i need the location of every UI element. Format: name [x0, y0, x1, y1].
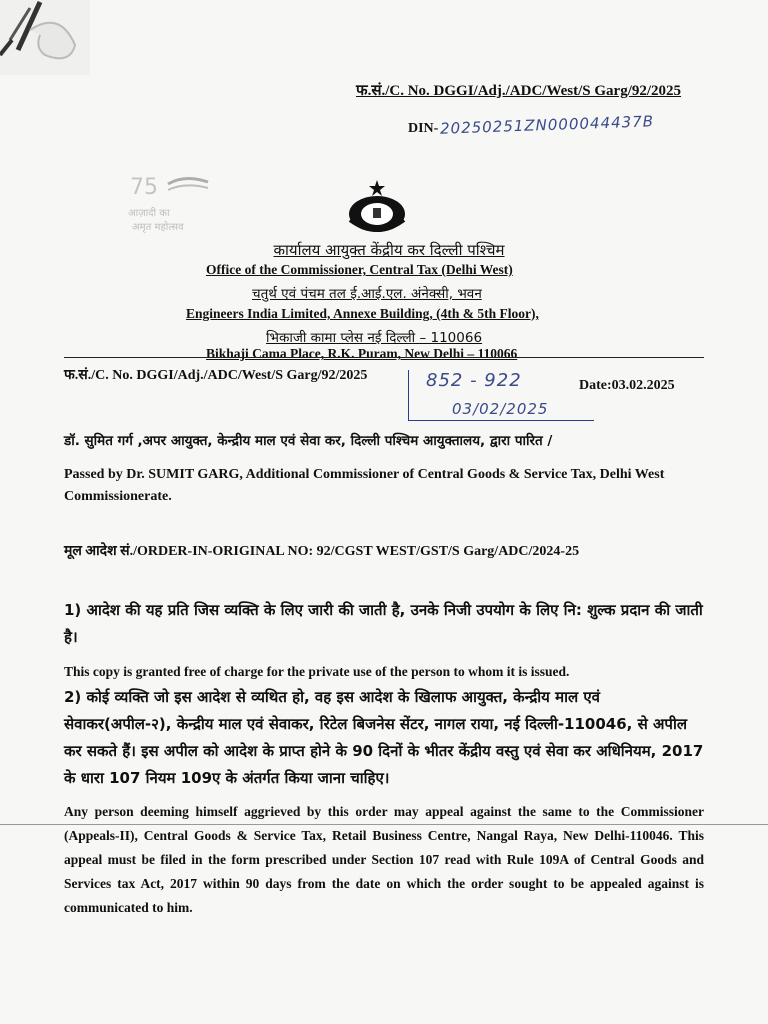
office-english-name: Office of the Commissioner, Central Tax (Delhi West) — [206, 262, 513, 277]
office-english-building: Engineers India Limited, Annexe Building, (4th & 5th Floor), — [186, 306, 539, 321]
header-divider — [64, 357, 704, 358]
din-label: DIN- — [408, 121, 439, 136]
handwritten-date: 03/02/2025 — [452, 400, 549, 418]
logo-line1: आज़ादी का — [128, 208, 170, 219]
office-hindi-name: कार्यालय आयुक्त केंद्रीय कर दिल्ली पश्चिम — [273, 241, 505, 259]
cbic-emblem-icon — [344, 178, 410, 236]
passed-by-english: Passed by Dr. SUMIT GARG, Additional Commissioner of Central Goods & Service Tax, Delhi West Commissionerate. — [64, 467, 665, 504]
paragraph-1-hindi: 1) आदेश की यह प्रति जिस व्यक्ति के लिए जारी की जाती है, उनके निजी उपयोग के लिए नि: शुल्क प्रदान की जाती है। — [64, 601, 703, 646]
office-hindi-address: भिकाजी कामा प्लेस नई दिल्ली – 110066 — [266, 330, 483, 346]
passed-by-hindi: डॉ. सुमित गर्ग ,अपर आयुक्त, केन्द्रीय माल एवं सेवा कर, दिल्ली पश्चिम आयुक्तालय, द्वारा पारित / — [64, 433, 553, 449]
azadi-ka-amrit-mahotsav-logo — [120, 170, 230, 233]
reference-line: फ.सं./C. No. DGGI/Adj./ADC/West/S Garg/92/2025 — [64, 368, 368, 383]
flag-swoosh-icon — [120, 170, 230, 200]
document-date: Date:03.02.2025 — [579, 378, 675, 393]
handwritten-number: 852 - 922 — [426, 370, 522, 391]
logo-line2: अमृत महोत्सव — [132, 222, 184, 233]
office-english-address: Bikhaji Cama Place, R.K. Puram, New Delhi – 110066 — [206, 346, 518, 361]
order-in-original-number: मूल आदेश सं./ORDER-IN-ORIGINAL NO: 92/CGST WEST/GST/S Garg/ADC/2024-25 — [64, 544, 580, 559]
paragraph-2-english: Any person deeming himself aggrieved by this order may appeal against the same to the Commissioner (Appeals-II), Central Goods & Service Tax, Retail Business Centre, Nangal Raya, New Delhi-110046. This appeal must be filed in the form prescribed under Section 107 read with Rule 109A of Central Goods and Services tax Act, 2017 within 90 days from the date on which the order sought to be appealed against is communicated to him. — [64, 804, 704, 915]
reference-number-top: फ.सं./C. No. DGGI/Adj./ADC/West/S Garg/92/2025 — [356, 83, 682, 99]
paragraph-1-english: This copy is granted free of charge for the private use of the person to whom it is issued. — [64, 664, 570, 679]
svg-text:75: 75 — [130, 175, 158, 200]
din-value: 20250251ZN000044437B — [439, 112, 655, 138]
paragraph-2-hindi: 2) कोई व्यक्ति जो इस आदेश से व्यथित हो, वह इस आदेश के खिलाफ आयुक्त, केन्द्रीय माल एवं सेवाकर(अपील-२), केन्द्रीय माल एवं सेवाकर, रिटेल बिजनेस सेंटर, नागल राया, नई दिल्ली-110046, से अपील कर सकते हैं। इस अपील को आदेश के प्राप्त होने के 90 दिनों के भीतर केंद्रीय वस्तु एवं सेवा कर अधिनियम, 2017 के धारा 107 नियम 109ए के अंतर्गत किया जाना चाहिए। — [64, 688, 704, 787]
office-hindi-floor: चतुर्थ एवं पंचम तल ई.आई.एल. अंनेक्सी, भवन — [252, 286, 482, 302]
paper-clip-icon — [0, 0, 90, 75]
